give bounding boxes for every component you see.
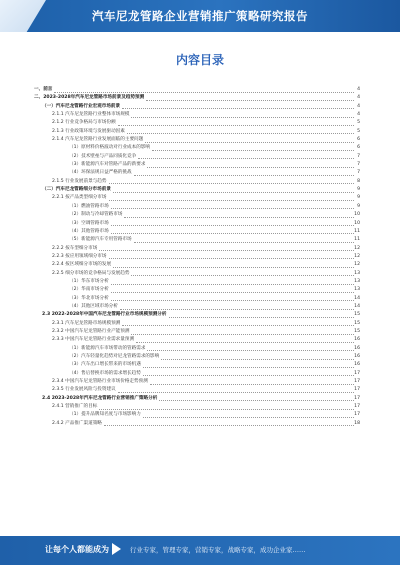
toc-entry-page: 17: [354, 412, 360, 418]
toc-entry-label: 2.2.5 细分市场的竞争格局与发展趋势: [52, 270, 130, 276]
toc-entry-label: 2.3.1 汽车尼龙管路市场规模预测: [52, 320, 121, 326]
dot-leader: [109, 183, 354, 184]
toc-entry-label: （4）其他管路市场: [69, 228, 109, 234]
toc-entry[interactable]: [34, 136, 360, 144]
toc-entry[interactable]: [34, 411, 360, 419]
document-title: 汽车尼龙管路企业营销推广策略研究报告: [92, 9, 308, 23]
toc-entry[interactable]: [34, 386, 360, 394]
toc-entry[interactable]: [34, 203, 360, 211]
toc-entry-page: 6: [357, 137, 360, 143]
dot-leader: [145, 142, 354, 143]
toc-entry[interactable]: [34, 336, 360, 344]
toc-entry-label: （3）新能源汽车对管路产品的新要求: [69, 162, 146, 168]
dot-leader: [113, 267, 354, 268]
toc-entry-page: 13: [354, 287, 360, 293]
dot-leader: [134, 175, 354, 176]
dot-leader: [150, 384, 354, 385]
dot-leader: [118, 392, 354, 393]
toc-entry-label: 2.1.2 行业竞争格局与市场份额: [52, 120, 116, 126]
toc-entry[interactable]: [34, 253, 360, 261]
toc-entry-label: （4）环保法规日益严格的挑战: [69, 170, 132, 176]
toc-entry-page: 16: [354, 354, 360, 359]
toc-entry-page: 9: [357, 187, 360, 193]
dot-leader: [136, 342, 354, 343]
toc-entry[interactable]: [34, 311, 360, 319]
dot-leader: [111, 233, 354, 234]
toc-entry-label: （一）汽车尼龙管路行业宏观市场前景: [42, 103, 121, 109]
toc-entry-label: （2）华南市场分析: [69, 287, 109, 293]
toc-entry[interactable]: [34, 245, 360, 253]
toc-entry-label: 二、2023-2028年汽车尼龙管路市场前景及趋势预测: [34, 95, 145, 101]
header-banner: [0, 0, 400, 32]
toc-entry-label: 2.3 2022-2028年中国汽车尼龙管路行业市场规模预测分析: [42, 312, 167, 318]
toc-entry-page: 4: [357, 87, 360, 92]
toc-entry-page: 9: [357, 195, 360, 201]
toc-entry-label: 2.1.4 汽车尼龙管路行业发展面临的主要问题: [52, 137, 144, 143]
dot-leader: [109, 258, 354, 259]
toc-entry[interactable]: [34, 228, 360, 236]
toc-entry[interactable]: [34, 345, 360, 353]
toc-entry-page: 17: [354, 387, 360, 393]
toc-entry-page: 13: [354, 270, 360, 276]
toc-entry-label: （1）燃油管路市场: [69, 203, 109, 209]
toc-entry-page: 5: [357, 120, 360, 126]
toc-entry-page: 10: [354, 220, 360, 226]
toc-entry[interactable]: [34, 94, 360, 102]
dot-leader: [111, 284, 354, 285]
toc-entry[interactable]: [34, 111, 360, 119]
toc-entry-label: （3）华北市场分析: [69, 295, 109, 301]
dot-leader: [127, 133, 354, 134]
toc-entry-label: 2.1.1 汽车尼龙管路行业整体市场规模: [52, 112, 130, 118]
toc-entry-page: 6: [357, 145, 360, 151]
toc-entry-page: 7: [357, 170, 360, 176]
table-of-contents: [34, 86, 360, 428]
toc-entry-page: 16: [354, 345, 360, 351]
dot-leader: [131, 117, 354, 118]
toc-entry[interactable]: [34, 103, 360, 111]
toc-entry-label: （5）新能源汽车专用管路市场: [69, 237, 132, 243]
toc-heading: 内容目录: [175, 53, 224, 67]
toc-entry-label: 2.3.3 中国汽车尼龙管路行业需求量预测: [52, 337, 135, 343]
toc-entry-page: 17: [354, 404, 360, 410]
dot-leader: [143, 367, 354, 368]
dot-leader: [113, 192, 354, 193]
toc-entry-page: 11: [354, 237, 360, 243]
toc-entry-page: 15: [354, 328, 360, 334]
toc-entry-label: 2.2.2 按车型细分市场: [52, 245, 98, 251]
toc-entry[interactable]: [34, 353, 360, 361]
toc-entry[interactable]: [34, 261, 360, 269]
toc-entry[interactable]: [34, 169, 360, 177]
toc-entry-page: 11: [354, 228, 360, 234]
toc-entry-label: 2.4.1 营销推广的目标: [52, 404, 98, 410]
toc-entry-label: 2.2.4 按区域细分市场的发展: [52, 262, 112, 268]
toc-entry-page: 7: [357, 153, 360, 159]
toc-entry-page: 5: [357, 128, 360, 134]
dot-leader: [169, 317, 354, 318]
footer-tagline: 行业专家，管理专家，营销专家，战略专家，成功企业家……: [130, 546, 306, 554]
toc-entry-page: 16: [354, 337, 360, 343]
dot-leader: [124, 217, 354, 218]
toc-entry[interactable]: [34, 420, 360, 428]
dot-leader: [104, 425, 354, 426]
toc-entry[interactable]: [34, 178, 360, 186]
toc-entry-label: 2.2.1 按产品类型细分市场: [52, 195, 107, 201]
toc-entry-label: 2.4 2023-2028年汽车尼龙管路行业营销推广策略分析: [42, 395, 158, 401]
toc-entry-label: （2）制动与冷却管路市场: [69, 212, 123, 218]
dot-leader: [122, 325, 354, 326]
toc-entry-label: （4）其他区域市场分析: [69, 303, 118, 309]
toc-entry-page: 18: [354, 420, 360, 426]
toc-entry-page: 12: [354, 245, 360, 251]
toc-entry-label: （3）汽车出口增长带来的市场机遇: [69, 362, 141, 368]
dot-leader: [118, 125, 354, 126]
dot-leader: [99, 250, 354, 251]
toc-entry[interactable]: [34, 403, 360, 411]
dot-leader: [111, 208, 354, 209]
toc-entry[interactable]: [34, 86, 360, 94]
toc-entry-page: 14: [354, 295, 360, 301]
toc-entry-label: 2.3.5 行业发展风险与投资建议: [52, 387, 116, 393]
toc-entry-label: 2.4.2 产品推广渠道策略: [52, 420, 102, 426]
toc-entry[interactable]: [34, 119, 360, 127]
dot-leader: [147, 167, 354, 168]
dot-leader: [54, 92, 354, 93]
toc-entry-label: 2.1.3 行业政策环境与发展驱动因素: [52, 128, 125, 134]
toc-entry[interactable]: [34, 320, 360, 328]
dot-leader: [111, 300, 354, 301]
toc-entry-page: 4: [357, 95, 360, 101]
footer-banner: [0, 536, 400, 565]
toc-entry[interactable]: [34, 286, 360, 294]
toc-entry[interactable]: [34, 370, 360, 378]
toc-entry-label: （4）售后替换市场的需求增长趋势: [69, 370, 141, 376]
toc-entry[interactable]: [34, 220, 360, 228]
toc-entry-label: 2.3.4 中国汽车尼龙管路行业市场价格走势预测: [52, 379, 148, 385]
arrow-right-icon: [112, 543, 121, 555]
toc-entry[interactable]: [34, 378, 360, 386]
toc-entry[interactable]: [34, 236, 360, 244]
toc-entry[interactable]: [34, 144, 360, 152]
toc-entry-page: 4: [357, 112, 360, 118]
toc-entry-label: （1）华东市场分析: [69, 278, 109, 284]
toc-entry-page: 7: [357, 162, 360, 168]
toc-entry-page: 4: [357, 103, 360, 109]
toc-entry-page: 14: [354, 303, 360, 309]
toc-entry-label: （2）汽车轻量化趋势对尼龙管路需求的影响: [69, 354, 160, 359]
toc-entry-page: 17: [354, 370, 360, 376]
dot-leader: [161, 359, 354, 360]
toc-entry[interactable]: [34, 395, 360, 403]
toc-entry[interactable]: [34, 153, 360, 161]
footer-slogan: 让每个人都能成为: [45, 545, 109, 554]
toc-entry-page: 15: [354, 312, 360, 318]
toc-entry[interactable]: [34, 278, 360, 286]
toc-entry-label: （1）新能源汽车市场带动的管路需求: [69, 345, 146, 351]
dot-leader: [138, 158, 354, 159]
toc-entry[interactable]: [34, 128, 360, 136]
dot-leader: [111, 225, 354, 226]
toc-entry[interactable]: [34, 161, 360, 169]
toc-entry[interactable]: [34, 328, 360, 336]
dot-leader: [147, 350, 354, 351]
toc-entry-page: 16: [354, 362, 360, 368]
toc-entry-page: 9: [357, 203, 360, 209]
toc-entry-page: 13: [354, 278, 360, 284]
toc-entry-label: 2.3.2 中国汽车尼龙管路行业产能预测: [52, 328, 130, 334]
dot-leader: [109, 200, 354, 201]
toc-entry-label: 2.1.5 行业发展前景与趋势: [52, 178, 107, 184]
toc-entry-label: 2.2.3 按应用领域细分市场: [52, 253, 107, 259]
dot-leader: [131, 334, 354, 335]
dot-leader: [131, 275, 354, 276]
dot-leader: [134, 242, 354, 243]
toc-entry-page: 8: [357, 178, 360, 184]
toc-entry-label: （2）技术壁垒与产品同质化竞争: [69, 153, 137, 159]
toc-entry-label: （1）提升品牌知名度与市场影响力: [69, 412, 141, 418]
dot-leader: [152, 150, 354, 151]
toc-entry-page: 10: [354, 212, 360, 218]
dot-leader: [143, 375, 354, 376]
toc-entry-page: 15: [354, 320, 360, 326]
dot-leader: [111, 292, 354, 293]
toc-entry[interactable]: [34, 361, 360, 369]
toc-entry[interactable]: [34, 270, 360, 278]
toc-entry-label: （3）空调管路市场: [69, 220, 109, 226]
dot-leader: [99, 409, 354, 410]
dot-leader: [122, 108, 354, 109]
toc-entry[interactable]: [34, 303, 360, 311]
toc-entry-label: 一、前言: [34, 87, 53, 92]
dot-leader: [143, 417, 354, 418]
toc-entry-page: 17: [354, 395, 360, 401]
toc-entry[interactable]: [34, 295, 360, 303]
toc-entry-label: （二）汽车尼龙管路细分市场前景: [42, 187, 111, 193]
toc-entry[interactable]: [34, 186, 360, 194]
dot-leader: [159, 400, 354, 401]
toc-entry-page: 12: [354, 253, 360, 259]
toc-entry-page: 12: [354, 262, 360, 268]
toc-entry-label: （1）原材料价格波动对行业成本的影响: [69, 145, 151, 151]
dot-leader: [120, 309, 354, 310]
toc-entry[interactable]: [34, 194, 360, 202]
dot-leader: [146, 100, 354, 101]
toc-entry[interactable]: [34, 211, 360, 219]
toc-entry-page: 17: [354, 379, 360, 385]
